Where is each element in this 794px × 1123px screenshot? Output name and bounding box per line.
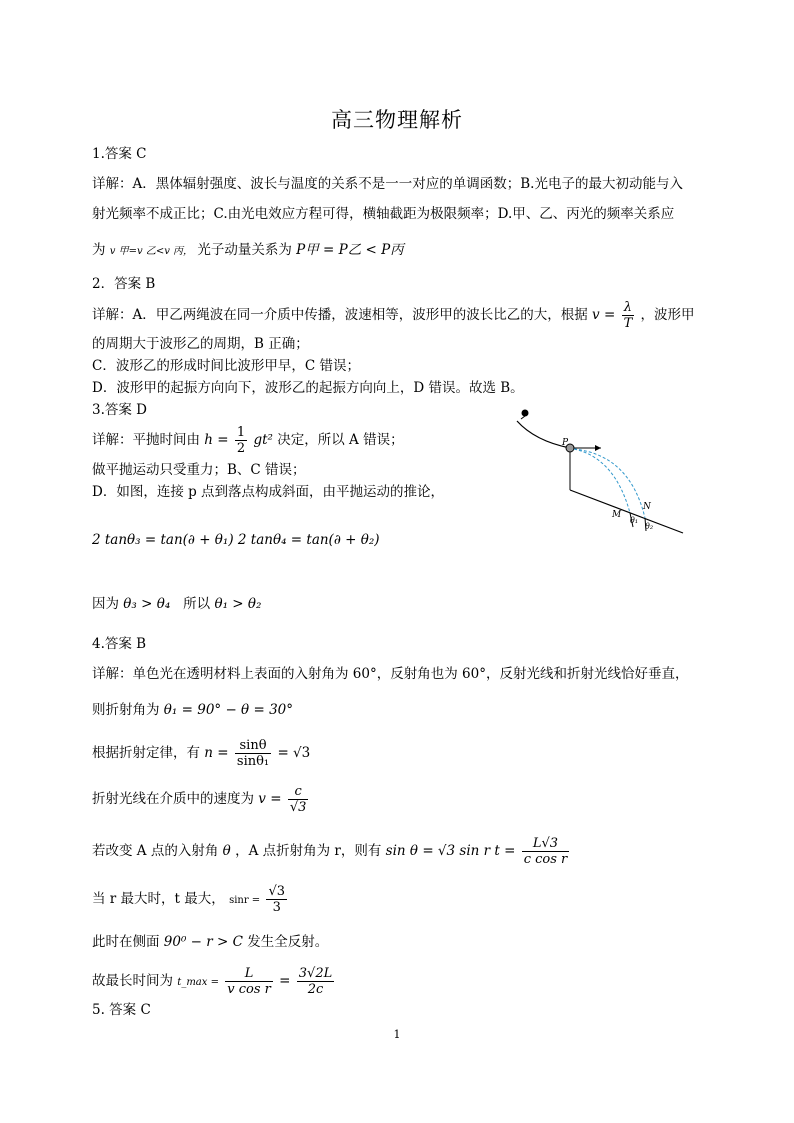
q4-t-num: L√3 bbox=[522, 836, 570, 852]
ball-arrow-icon bbox=[521, 416, 525, 419]
q3-text: 因为 bbox=[92, 596, 119, 612]
q2-answer: 2．答案 B bbox=[92, 276, 156, 292]
q4-tmax-fraction1 bbox=[225, 966, 273, 997]
q2-detail-line4: D．波形甲的起振方向向下，波形乙的起振方向向上，D 错误。故选 B。 bbox=[92, 380, 524, 396]
q4-text: 若改变 A 点的入射角 bbox=[92, 843, 219, 859]
label-n: N bbox=[643, 502, 651, 512]
q4-v-fraction bbox=[288, 784, 309, 815]
q4-theta: θ bbox=[222, 843, 231, 859]
q3-conclusion-1: θ₃ > θ₄ bbox=[123, 596, 171, 612]
q3-detail-line1 bbox=[92, 425, 404, 456]
q4-tmax-num1: L bbox=[225, 966, 273, 982]
label-theta2: θ₂ bbox=[645, 522, 654, 531]
arrowhead-icon bbox=[595, 445, 601, 451]
q4-detail-line5 bbox=[92, 836, 571, 867]
q4-tmax-num2: 3√2L bbox=[298, 966, 333, 981]
q4-detail-line7 bbox=[92, 932, 328, 952]
q4-tmax-lhs: t_max = bbox=[177, 977, 219, 988]
q1-text: 光子动量关系为 bbox=[197, 242, 292, 258]
q4-t-den: c cos r bbox=[523, 852, 568, 867]
q4-n-num: sinθ bbox=[235, 738, 271, 754]
q4-n-fraction bbox=[235, 738, 271, 769]
q4-detail-line3 bbox=[92, 738, 310, 769]
trajectory-1 bbox=[574, 449, 630, 513]
q4-t-lhs: t = bbox=[494, 843, 516, 859]
q3-text: 详解：平抛时间由 bbox=[92, 432, 200, 448]
q4-detail-line4 bbox=[92, 784, 310, 815]
q3-text: 决定，所以 A 错误； bbox=[277, 432, 404, 448]
q4-n-den: sinθ₁ bbox=[236, 754, 270, 769]
q3-formula-h: h = bbox=[204, 432, 229, 448]
q4-v-num: c bbox=[288, 784, 309, 800]
q4-answer: 4.答案 B bbox=[92, 636, 147, 652]
q3-formula-half bbox=[235, 425, 247, 456]
q4-total-reflection-condition: 90⁰ − r > C bbox=[163, 934, 243, 950]
q4-n-lhs: n = bbox=[204, 745, 229, 761]
q3-conclusion-2: θ₁ > θ₂ bbox=[214, 596, 262, 612]
q3-formula-gt: gt² bbox=[253, 432, 273, 448]
q4-sinr-num: √3 bbox=[268, 884, 286, 899]
q3-equation-1: 2 tanθ₃ = tan(∂ + θ₁) bbox=[92, 532, 234, 548]
q1-detail-line1: 详解：A．黑体辐射强度、波长与温度的关系不是一一对应的单调函数；B.光电子的最大初动能与入 bbox=[92, 176, 683, 192]
q2-detail-line2: 的周期大于波形乙的周期，B 正确； bbox=[92, 336, 309, 352]
q4-text: 折射光线在介质中的速度为 bbox=[92, 791, 254, 807]
q4-text: 根据折射定律，有 bbox=[92, 745, 200, 761]
q2-detail-line1 bbox=[92, 300, 695, 331]
projectile-diagram bbox=[505, 403, 690, 548]
q4-sinr-fraction bbox=[266, 884, 287, 915]
q4-text: ，A 点折射角为 r，则有 bbox=[235, 843, 382, 859]
q4-v-den: √3 bbox=[289, 800, 307, 815]
q2-formula-den: T bbox=[623, 316, 633, 331]
q4-tmax-fraction2 bbox=[297, 966, 334, 997]
page-title: 高三物理解析 bbox=[331, 108, 463, 132]
q4-v-lhs: v = bbox=[258, 791, 282, 807]
q4-detail-line8 bbox=[92, 966, 336, 997]
q2-formula-lhs: v = bbox=[592, 307, 616, 323]
q3-text: 所以 bbox=[183, 596, 211, 612]
q2-formula-fraction bbox=[622, 300, 635, 331]
q4-t-fraction bbox=[522, 836, 570, 867]
q4-text: 故最长时间为 bbox=[92, 973, 173, 989]
q2-text: 详解：A．甲乙两绳波在同一介质中传播，波速相等，波形甲的波长比乙的大，根据 bbox=[92, 307, 588, 323]
q4-text: 当 r 最大时，t 最大， bbox=[92, 891, 225, 907]
incline-line bbox=[570, 490, 683, 533]
q1-detail-line2: 射光频率不成正比；C.由光电效应方程可得，横轴截距为极限频率；D.甲、乙、丙光的频率关系应 bbox=[92, 206, 675, 222]
q3-answer: 3.答案 D bbox=[92, 402, 147, 418]
ball-icon bbox=[522, 410, 529, 417]
q4-text: 发生全反射。 bbox=[247, 934, 329, 950]
q4-n-rhs: = √3 bbox=[277, 745, 311, 761]
q1-momentum-relation: P甲 = P乙 < P丙 bbox=[296, 242, 404, 258]
q4-text: 此时在侧面 bbox=[92, 934, 160, 950]
q3-conclusion bbox=[92, 594, 261, 614]
trajectory-2 bbox=[574, 449, 645, 518]
q4-sin-equation: sin θ = √3 sin r bbox=[385, 843, 491, 859]
q5-answer: 5. 答案 C bbox=[92, 1002, 151, 1018]
q1-answer: 1.答案 C bbox=[92, 146, 147, 162]
label-p: P bbox=[562, 438, 569, 448]
label-m: M bbox=[612, 510, 622, 520]
q4-detail-line6 bbox=[92, 884, 289, 915]
q4-sinr-lhs: sinr = bbox=[229, 895, 261, 906]
q4-detail-line1: 详解：单色光在透明材料上表面的入射角为 60°，反射角也为 60°，反射光线和折射光线恰好垂直， bbox=[92, 666, 689, 682]
q2-detail-line3: C．波形乙的形成时间比波形甲早，C 错误； bbox=[92, 358, 360, 374]
q3-half-num: 1 bbox=[236, 425, 246, 440]
q1-frequency-relation: v 甲=v 乙<v 丙， bbox=[109, 246, 194, 257]
q3-detail-line2: 做平抛运动只受重力；B、C 错误； bbox=[92, 462, 306, 478]
q4-sinr-den: 3 bbox=[272, 900, 281, 915]
q2-text: ，波形甲 bbox=[640, 307, 695, 323]
q3-equation-2: 2 tanθ₄ = tan(∂ + θ₂) bbox=[237, 532, 380, 548]
q4-detail-line2 bbox=[92, 700, 293, 720]
q4-tmax-den2: 2c bbox=[307, 982, 324, 997]
q3-detail-line3: D．如图，连接 p 点到落点构成斜面，由平抛运动的推论， bbox=[92, 484, 445, 500]
q1-text: 为 bbox=[92, 242, 106, 258]
q4-tmax-den1: v cos r bbox=[227, 982, 271, 997]
q4-tmax-eq: = bbox=[279, 973, 291, 989]
q3-half-den: 2 bbox=[236, 441, 246, 456]
q3-equations bbox=[92, 530, 380, 550]
q4-refraction-angle: θ₁ = 90° − θ = 30° bbox=[163, 702, 294, 718]
page-number: 1 bbox=[393, 1028, 401, 1041]
label-theta1: θ₁ bbox=[630, 516, 639, 525]
q2-formula-num: λ bbox=[622, 300, 635, 316]
q1-detail-line3 bbox=[92, 240, 404, 262]
q4-text: 则折射角为 bbox=[92, 702, 160, 718]
